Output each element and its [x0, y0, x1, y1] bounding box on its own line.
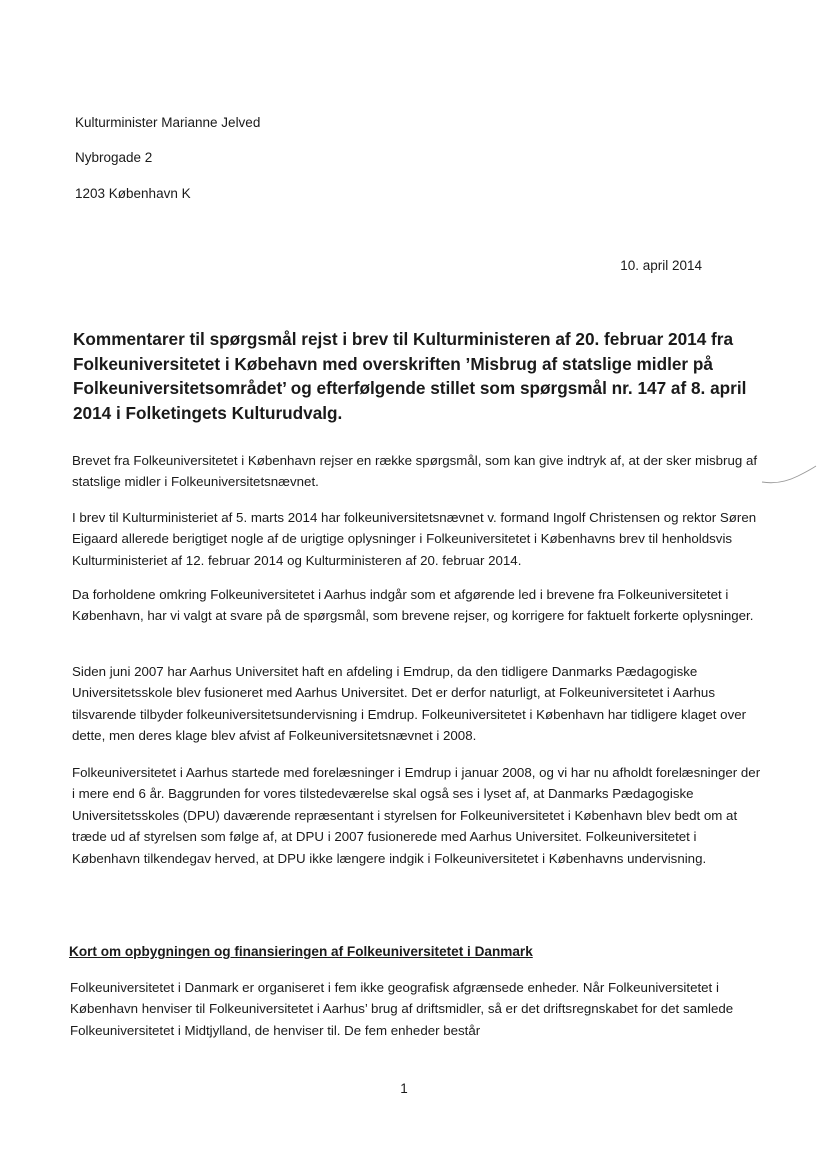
recipient-street: Nybrogade 2	[75, 150, 153, 165]
pen-stroke-mark	[760, 462, 818, 490]
paragraph-4: Siden juni 2007 har Aarhus Universitet haft en afdeling i Emdrup, da den tidligere Danmarks Pædagogiske Universitetsskole blev fusioneret med Aarhus Universitet. Det er derfor naturligt, at Folkeuniversitetet i Aarhus tilsvarende tilbyder folkeuniversitetsundervisning i Emdrup. Folkeuniversitetet i København har tidligere klaget over dette, men deres klage blev afvist af Folkeuniversitetsnævnet i 2008.	[72, 664, 747, 744]
paragraph-2: I brev til Kulturministeriet af 5. marts 2014 har folkeuniversitetsnævnet v. formand Ingolf Christensen og rektor Søren Eigaard allerede berigtiget nogle af de urigtige oplysninger i Folkeuniversitetet i Københavns brev til henholdsvis Kulturministeriet af 12. februar 2014 og Kulturministeren af 20. februar 2014.	[72, 510, 757, 568]
section-heading: Kort om opbygningen og finansieringen af Folkeuniversitetet i Danmark	[69, 944, 533, 959]
letter-heading: Kommentarer til spørgsmål rejst i brev til Kulturministeren af 20. februar 2014 fra Folkeuniversitetet i Købehavn med overskriften ’Misbrug af statslige midler på Folkeuniversitetsområdet’ og efterfølgende stillet som spørgsmål nr. 147 af 8. april 2014 i Folketingets Kulturudvalg.	[73, 329, 747, 423]
section-paragraph: Folkeuniversitetet i Danmark er organiseret i fem ikke geografisk afgrænsede enheder. Når Folkeuniversitetet i København henviser til Folkeuniversitetet i Aarhus’ brug af driftsmidler, så er det driftsregnskabet for det samlede Folkeuniversitetet i Midtjylland, de henviser til. De fem enheder består	[70, 980, 734, 1038]
recipient-name: Kulturminister Marianne Jelved	[75, 115, 261, 130]
page-number: 1	[400, 1081, 408, 1096]
paragraph-1: Brevet fra Folkeuniversitetet i København rejser en række spørgsmål, som kan give indtryk af, at der sker misbrug af statslige midler i Folkeuniversitetsnævnet.	[72, 453, 758, 490]
paragraph-5: Folkeuniversitetet i Aarhus startede med forelæsninger i Emdrup i januar 2008, og vi har nu afholdt forelæsninger der i mere end 6 år. Baggrunden for vores tilstedeværelse skal også ses i lyset af, at Danmarks Pædagogiske Universitetsskoles (DPU) daværende repræsentant i styrelsen for Folkeuniversitetet i København blev bedt om at træde ud af styrelsen som følge af, at DPU i 2007 fusionerede med Aarhus Universitet. Folkeuniversitetet i København tilkendegav herved, at DPU ikke længere indgik i Folkeuniversitetet i Københavns undervisning.	[72, 765, 761, 866]
paragraph-3: Da forholdene omkring Folkeuniversitetet i Aarhus indgår som et afgørende led i brevene fra Folkeuniversitetet i København, har vi valgt at svare på de spørgsmål, som brevene rejser, og korrigere for faktuelt forkerte oplysninger.	[72, 587, 754, 624]
recipient-city: 1203 København K	[75, 186, 191, 201]
letter-date: 10. april 2014	[620, 258, 702, 273]
